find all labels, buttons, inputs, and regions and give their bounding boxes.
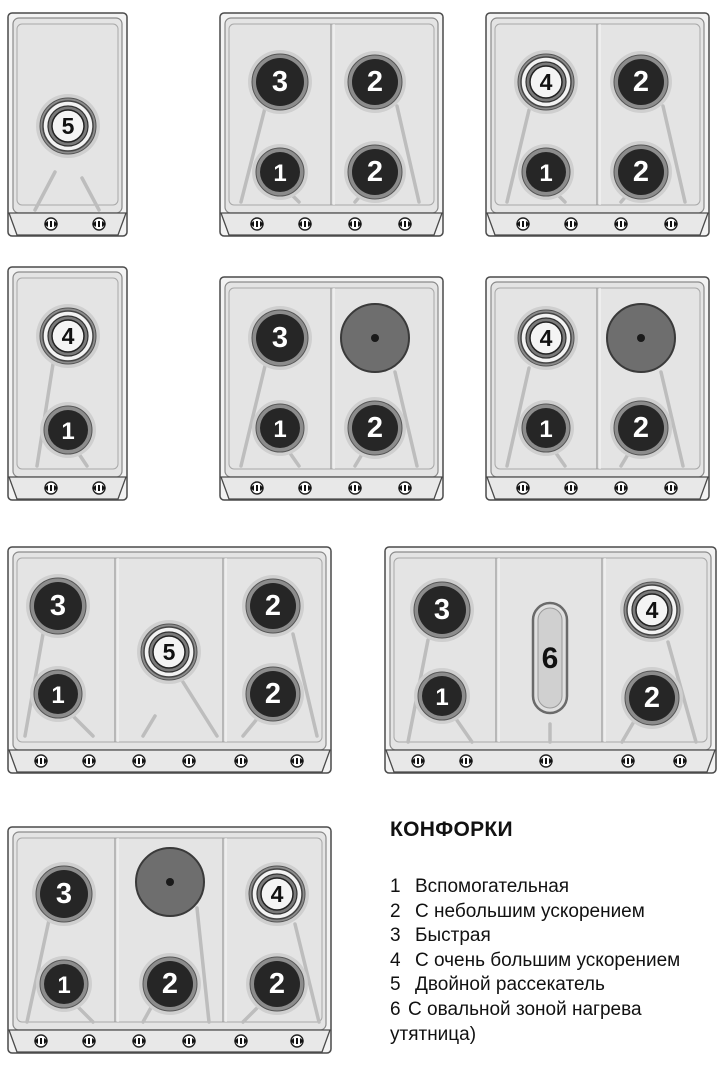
burner-number: 1 — [539, 160, 553, 187]
knob-indicator — [40, 758, 42, 764]
knob-indicator — [522, 221, 524, 227]
control-knob — [459, 755, 473, 767]
control-knob — [82, 755, 96, 767]
control-knob — [234, 755, 248, 767]
knob-indicator — [404, 485, 406, 491]
knob-indicator — [296, 1038, 298, 1044]
knob-indicator — [570, 485, 572, 491]
burner-2 — [621, 667, 683, 729]
legend-number: 2 — [390, 900, 401, 922]
knob-indicator — [670, 485, 672, 491]
control-knob — [298, 482, 312, 494]
legend-label: С овальной зоной нагрева — [408, 998, 642, 1020]
legend-item-5 — [390, 973, 717, 998]
control-knob — [564, 218, 578, 230]
hotplate — [607, 304, 675, 372]
control-knob — [290, 755, 304, 767]
burner-number: 3 — [433, 594, 451, 626]
burner-number: 2 — [632, 156, 650, 188]
control-knob — [664, 482, 678, 494]
control-rail — [9, 477, 126, 499]
legend-number: 5 — [390, 974, 401, 996]
control-knob — [564, 482, 578, 494]
burner-number: 3 — [271, 66, 289, 98]
knob-indicator — [240, 1038, 242, 1044]
burner-3 — [410, 578, 474, 642]
knob-indicator — [240, 758, 242, 764]
control-knob — [234, 1035, 248, 1047]
knob-indicator — [188, 758, 190, 764]
hob-2x2-b — [485, 12, 710, 237]
knob-indicator — [98, 221, 100, 227]
burner-number: 2 — [366, 412, 384, 444]
legend-number: 6 — [390, 998, 401, 1020]
burner-number: 2 — [264, 678, 282, 710]
burner-1 — [252, 144, 308, 200]
burner-4 — [620, 578, 684, 642]
control-knob — [516, 482, 530, 494]
control-knob — [182, 755, 196, 767]
burner-number: 4 — [61, 323, 75, 349]
knob-indicator — [417, 758, 419, 764]
knob-indicator — [354, 221, 356, 227]
knob-indicator — [188, 1038, 190, 1044]
knob-indicator — [256, 221, 258, 227]
control-knob — [348, 218, 362, 230]
burner-4 — [36, 304, 100, 368]
burner-number: 1 — [539, 416, 553, 443]
knob-indicator — [40, 1038, 42, 1044]
burner-3 — [248, 306, 312, 370]
burner-number: 2 — [632, 412, 650, 444]
control-knob — [82, 1035, 96, 1047]
burner-number: 2 — [268, 968, 286, 1000]
control-knob — [673, 755, 687, 767]
control-knob — [348, 482, 362, 494]
knob-indicator — [296, 758, 298, 764]
burner-number: 2 — [366, 156, 384, 188]
knob-indicator — [620, 221, 622, 227]
burner-number: 2 — [632, 66, 650, 98]
burner-2 — [344, 141, 406, 203]
burner-3 — [32, 862, 96, 926]
burner-1 — [40, 402, 96, 458]
burner-number: 1 — [57, 972, 71, 999]
hob-2x2-a — [219, 12, 444, 237]
burner-2 — [610, 141, 672, 203]
control-knob — [614, 218, 628, 230]
burner-number: 5 — [61, 113, 75, 139]
knob-indicator — [545, 758, 547, 764]
control-knob — [614, 482, 628, 494]
legend-item-4 — [390, 949, 717, 974]
burner-5 — [36, 94, 100, 158]
legend-label: С очень большим ускорением — [415, 949, 681, 971]
burner-number: 1 — [61, 418, 75, 445]
burner-number: 2 — [264, 590, 282, 622]
burner-number: 2 — [366, 66, 384, 98]
hob-2x2-hotplate-b — [485, 276, 710, 501]
control-knob — [290, 1035, 304, 1047]
legend-label: Быстрая — [415, 925, 491, 947]
control-rail — [9, 750, 330, 772]
knob-indicator — [98, 485, 100, 491]
control-knob — [539, 755, 553, 767]
burner-number: 1 — [273, 160, 287, 187]
knob-indicator — [138, 1038, 140, 1044]
knob-indicator — [50, 221, 52, 227]
hob-1x2 — [7, 266, 128, 501]
knob-indicator — [465, 758, 467, 764]
knob-indicator — [570, 221, 572, 227]
control-rail — [9, 213, 126, 235]
burner-number: 5 — [162, 639, 176, 665]
knob-indicator — [627, 758, 629, 764]
legend-number: 4 — [390, 949, 401, 971]
control-knob — [132, 1035, 146, 1047]
burner-number: 1 — [51, 682, 65, 709]
hob-3x2-wide — [7, 546, 332, 774]
knob-indicator — [354, 485, 356, 491]
control-knob — [621, 755, 635, 767]
knob-indicator — [404, 221, 406, 227]
burner-number: 2 — [161, 968, 179, 1000]
knob-indicator — [88, 758, 90, 764]
knob-indicator — [304, 221, 306, 227]
legend-item-1 — [390, 875, 717, 900]
burner-2 — [344, 397, 406, 459]
burner-2 — [242, 575, 304, 637]
burner-1 — [518, 144, 574, 200]
knob-indicator — [679, 758, 681, 764]
control-knob — [44, 482, 58, 494]
burner-5 — [137, 620, 201, 684]
burner-3 — [248, 50, 312, 114]
hotplate-center-dot — [637, 334, 645, 342]
oval-burner — [533, 603, 567, 713]
burner-4 — [245, 862, 309, 926]
control-knob — [664, 218, 678, 230]
control-knob — [182, 1035, 196, 1047]
hob-2x2-hotplate-a — [219, 276, 444, 501]
knob-indicator — [50, 485, 52, 491]
legend-number: 1 — [390, 876, 401, 897]
control-knob — [132, 755, 146, 767]
control-knob — [250, 482, 264, 494]
burner-2 — [610, 397, 672, 459]
burner-4 — [514, 306, 578, 370]
control-knob — [398, 218, 412, 230]
legend-item-6-continuation: утятница) — [390, 1023, 477, 1045]
burner-number: 4 — [270, 881, 284, 907]
hotplate — [341, 304, 409, 372]
control-knob — [298, 218, 312, 230]
knob-indicator — [88, 1038, 90, 1044]
knob-indicator — [522, 485, 524, 491]
burner-number: 3 — [55, 878, 73, 910]
burner-number: 1 — [435, 684, 449, 711]
legend-item-6 — [390, 998, 717, 1023]
burner-4 — [514, 50, 578, 114]
burner-number: 6 — [541, 642, 559, 675]
burner-number: 3 — [49, 590, 67, 622]
burner-number: 4 — [645, 597, 659, 623]
legend-item-2 — [390, 900, 717, 925]
control-knob — [92, 218, 106, 230]
hob-3x2-oval — [384, 546, 717, 774]
burner-2 — [344, 51, 406, 113]
burner-legend — [390, 818, 717, 1047]
control-knob — [92, 482, 106, 494]
control-knob — [516, 218, 530, 230]
control-knob — [250, 218, 264, 230]
hotplate — [136, 848, 204, 916]
hotplate-center-dot — [166, 878, 174, 886]
burner-2 — [242, 663, 304, 725]
burner-1 — [30, 666, 86, 722]
control-knob — [44, 218, 58, 230]
knob-indicator — [670, 221, 672, 227]
control-knob — [398, 482, 412, 494]
legend-item-3 — [390, 924, 717, 949]
knob-indicator — [138, 758, 140, 764]
burner-3 — [26, 574, 90, 638]
legend-label: С небольшим ускорением — [415, 900, 645, 922]
legend-number: 3 — [390, 925, 401, 947]
knob-indicator — [304, 485, 306, 491]
burner-2 — [610, 51, 672, 113]
control-knob — [34, 755, 48, 767]
burner-number: 4 — [539, 69, 553, 95]
hotplate-center-dot — [371, 334, 379, 342]
burner-number: 1 — [273, 416, 287, 443]
knob-indicator — [620, 485, 622, 491]
knob-indicator — [256, 485, 258, 491]
hob-1x1 — [7, 12, 128, 237]
burner-1 — [36, 956, 92, 1012]
burner-2 — [246, 953, 308, 1015]
burner-2 — [139, 953, 201, 1015]
legend-label: Двойной рассекатель — [415, 974, 605, 996]
control-rail — [9, 1030, 330, 1052]
burner-number: 4 — [539, 325, 553, 351]
hob-3x2-hotplate — [7, 826, 332, 1054]
burner-number: 2 — [643, 682, 661, 714]
control-knob — [34, 1035, 48, 1047]
burner-number: 3 — [271, 322, 289, 354]
burner-1 — [518, 400, 574, 456]
burner-1 — [252, 400, 308, 456]
legend-title: КОНФОРКИ — [390, 818, 513, 841]
control-knob — [411, 755, 425, 767]
legend-label: Вспомогательная — [415, 876, 570, 897]
burner-1 — [414, 668, 470, 724]
